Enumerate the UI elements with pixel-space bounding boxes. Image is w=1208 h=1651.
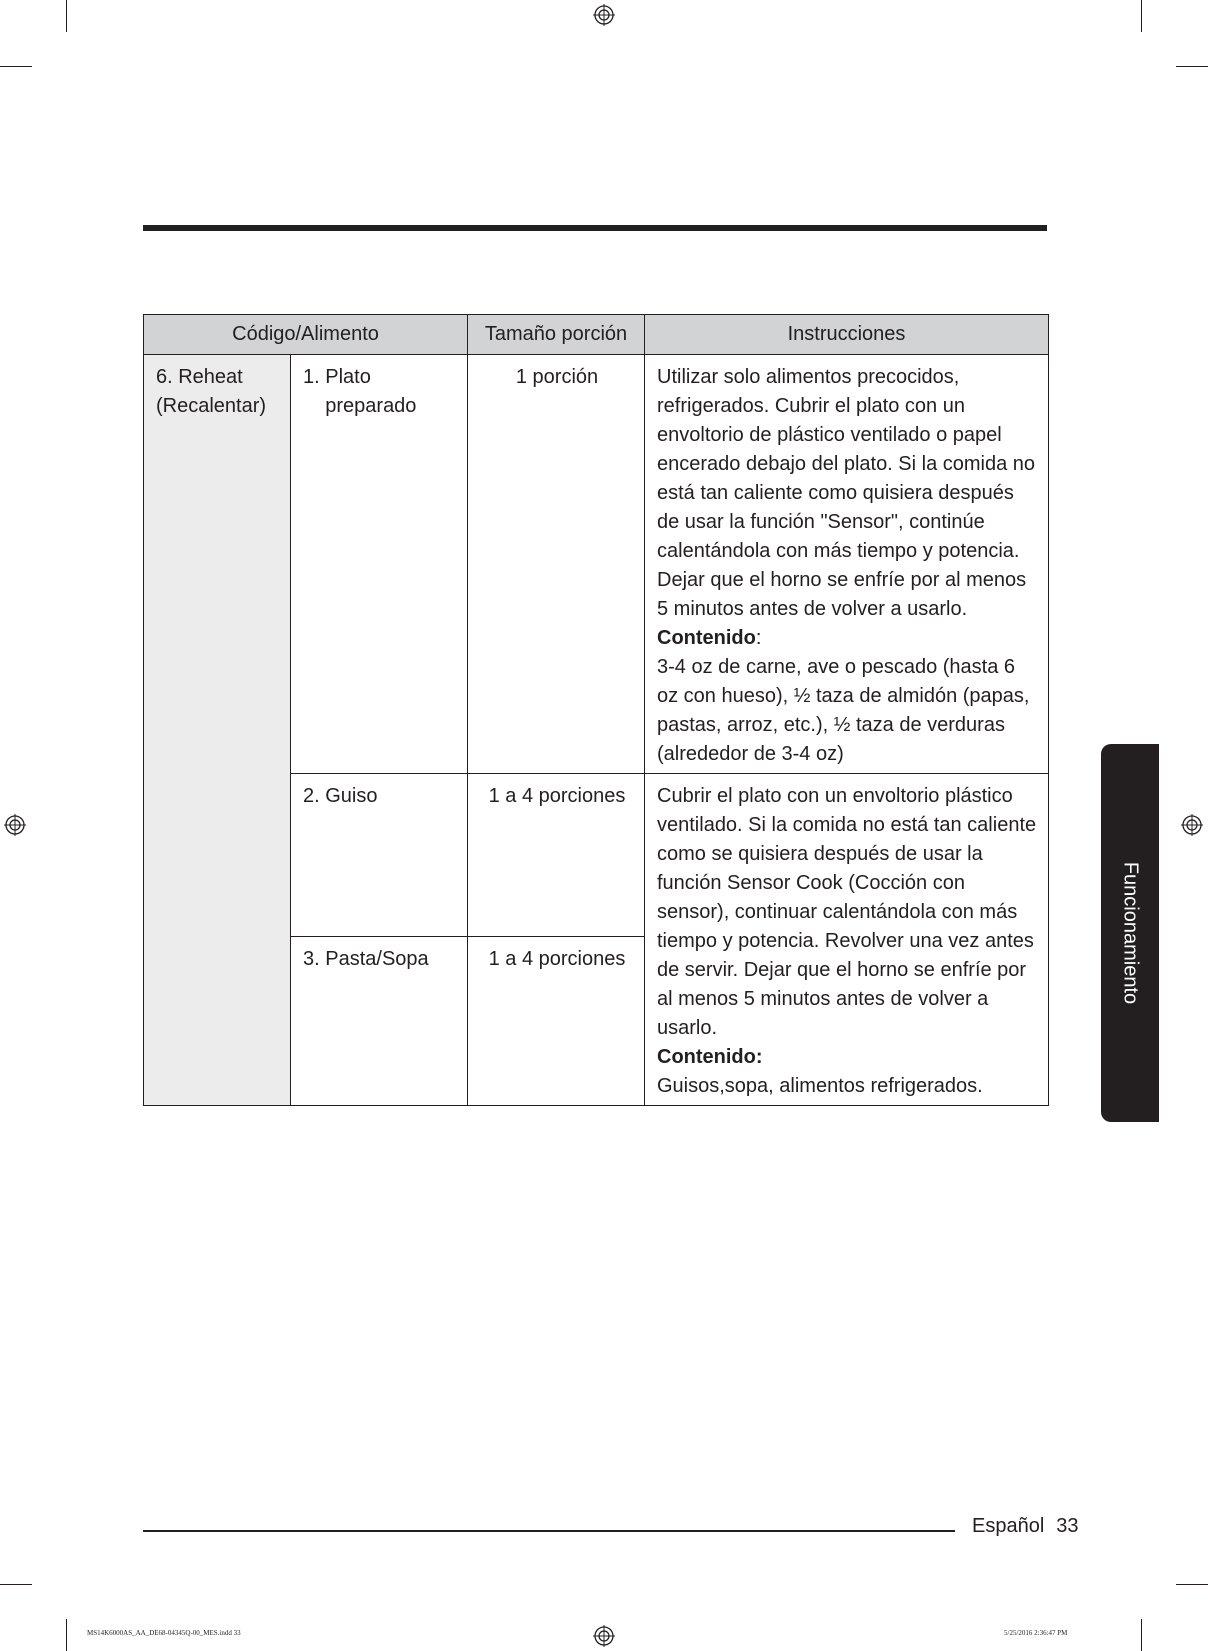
instructions-cell bbox=[645, 355, 1049, 774]
food-number: 1. bbox=[303, 366, 320, 388]
food-cell bbox=[291, 774, 468, 937]
table-header-row bbox=[144, 315, 1049, 355]
food-number: 2. bbox=[303, 785, 320, 807]
content-text: Guisos,sopa, alimentos refrigerados. bbox=[657, 1075, 983, 1097]
print-slug-file: MS14K6000AS_AA_DE68-04345Q-00_MES.indd 33 bbox=[87, 1629, 241, 1637]
food-cell bbox=[291, 355, 468, 774]
food-cell bbox=[291, 936, 468, 1105]
portion-cell: 1 a 4 porciones bbox=[468, 774, 645, 937]
crop-mark bbox=[0, 1584, 32, 1585]
content-colon: : bbox=[755, 627, 762, 649]
crop-mark bbox=[1176, 1584, 1208, 1585]
footer-language: Español bbox=[972, 1515, 1045, 1537]
section-tab-label: Funcionamiento bbox=[1119, 861, 1142, 1005]
crop-mark bbox=[66, 1619, 67, 1651]
header-instructions: Instrucciones bbox=[645, 315, 1049, 355]
instructions-cell bbox=[645, 774, 1049, 1106]
header-portion-size: Tamaño porción bbox=[468, 315, 645, 355]
registration-mark-icon bbox=[1181, 814, 1203, 836]
registration-mark-icon bbox=[4, 814, 26, 836]
page-footer bbox=[972, 1515, 1079, 1538]
crop-mark bbox=[1141, 0, 1142, 32]
food-table bbox=[143, 314, 1049, 1106]
header-code-food: Código/Alimento bbox=[144, 315, 468, 355]
content-text: 3-4 oz de carne, ave o pescado (hasta 6 oz con hueso), ½ taza de almidón (papas, pastas, arroz, etc.), ½ taza de verduras (alrededor de 3-4 oz) bbox=[657, 656, 1030, 765]
content-label: Contenido: bbox=[657, 1046, 763, 1068]
crop-mark bbox=[1141, 1619, 1142, 1651]
registration-mark-icon bbox=[593, 1625, 615, 1647]
portion-cell: 1 porción bbox=[468, 355, 645, 774]
food-name: Guiso bbox=[325, 785, 378, 807]
food-name: Pasta/Sopa bbox=[325, 947, 429, 970]
content-label: Contenido bbox=[657, 627, 756, 649]
crop-mark bbox=[1176, 66, 1208, 67]
code-label: 6. Reheat bbox=[156, 366, 243, 388]
print-slug-timestamp: 5/25/2016 2:36:47 PM bbox=[1004, 1629, 1068, 1637]
food-name-continued: preparado bbox=[325, 395, 417, 417]
top-rule bbox=[143, 225, 1047, 231]
footer-rule bbox=[143, 1530, 955, 1532]
registration-mark-icon bbox=[593, 4, 615, 26]
instructions-text: Cubrir el plato con un envoltorio plástico ventilado. Si la comida no está tan caliente como se quisiera después de usar la función Sensor Cook (Cocción con sensor), continuar calentándola con más tiempo y potencia. Revolver una vez antes de servir. Dejar que el horno se enfríe por al menos 5 minutos antes de volver a usarlo. bbox=[657, 785, 1037, 1039]
instructions-text: Utilizar solo alimentos precocidos, refrigerados. Cubrir el plato con un envoltorio de plástico ventilado o papel encerado debajo del plato. Si la comida no está tan caliente como quisiera después de usar la función "Sensor", continúe calentándola con más tiempo y potencia. Dejar que el horno se enfríe por al menos 5 minutos antes de volver a usarlo. bbox=[657, 366, 1036, 620]
crop-mark bbox=[0, 66, 32, 67]
table-row bbox=[144, 355, 1049, 774]
food-number: 3. bbox=[303, 947, 320, 970]
code-sublabel: (Recalentar) bbox=[156, 395, 267, 417]
page-number: 33 bbox=[1056, 1515, 1079, 1537]
code-cell bbox=[144, 355, 291, 1106]
portion-cell: 1 a 4 porciones bbox=[468, 936, 645, 1105]
section-side-tab bbox=[1101, 744, 1159, 1122]
crop-mark bbox=[66, 0, 67, 32]
food-name: Plato bbox=[325, 366, 371, 388]
